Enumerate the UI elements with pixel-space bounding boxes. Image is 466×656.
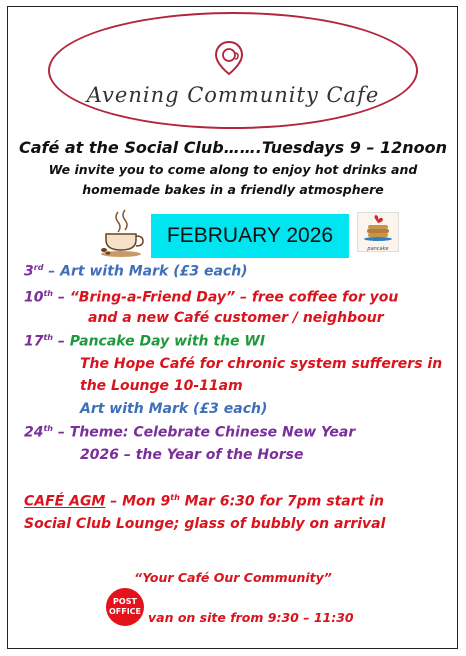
event-date: 17 [24, 333, 44, 350]
event-date: 3 [24, 263, 34, 280]
event-24th [24, 424, 355, 441]
event-date-suffix: th [43, 333, 54, 342]
event-date-suffix: th [43, 424, 54, 433]
agm-label: CAFÉ AGM [24, 493, 106, 510]
event-dash: – [53, 333, 70, 350]
event-10th-continued: and a new Café customer / neighbour [88, 310, 384, 326]
post-office-logo [106, 588, 144, 626]
event-17th [24, 333, 265, 350]
agm-date-suffix: th [170, 493, 180, 502]
post-office-line-2: OFFICE [108, 607, 142, 616]
month-banner: FEBRUARY 2026 [151, 214, 349, 258]
agm-line-2: Social Club Lounge; glass of bubbly on arrival [24, 516, 386, 532]
event-text: “Bring-a-Friend Day” – free coffee for you [69, 289, 399, 306]
slogan: “Your Café Our Community” [134, 570, 332, 585]
event-date: 24 [24, 424, 44, 441]
agm-text-end: Mar 6:30 for 7pm start in [179, 493, 384, 510]
event-date-suffix: rd [33, 263, 44, 272]
cafe-logo-name: Avening Community Cafe [86, 83, 380, 107]
event-3rd [24, 263, 248, 280]
event-10th [24, 289, 398, 306]
post-office-van-times: van on site from 9:30 – 11:30 [148, 610, 354, 625]
location-pin-cup-icon [214, 40, 244, 76]
art-with-mark-17th: Art with Mark (£3 each) [80, 401, 268, 417]
event-date: 10 [24, 289, 44, 306]
agm-text: – Mon 9 [105, 493, 171, 510]
event-dash: – [53, 289, 70, 306]
event-date-suffix: th [43, 289, 54, 298]
agm-line-1 [24, 493, 384, 510]
pancake-image [357, 212, 399, 252]
cafe-schedule-title: Café at the Social Club…….Tuesdays 9 – 12noon [18, 138, 448, 157]
event-text: Pancake Day with the WI [69, 333, 266, 350]
pancake-label: pancake [367, 246, 389, 252]
event-text: – Art with Mark (£3 each) [43, 263, 248, 280]
intro-line-1: We invite you to come along to enjoy hot drinks and [48, 162, 418, 177]
post-office-line-1: POST [113, 597, 137, 606]
event-text: – Theme: Celebrate Chinese New Year [53, 424, 356, 441]
hope-cafe-line-2: the Lounge 10-11am [80, 378, 243, 394]
coffee-cup-icon [98, 206, 146, 258]
intro-text [0, 160, 466, 200]
hope-cafe-line-1: The Hope Café for chronic system sufferers in [80, 356, 443, 372]
intro-line-2: homemade bakes in a friendly atmosphere [82, 182, 384, 197]
year-of-horse: 2026 – the Year of the Horse [80, 447, 304, 463]
pancake-stack-icon [358, 213, 398, 243]
